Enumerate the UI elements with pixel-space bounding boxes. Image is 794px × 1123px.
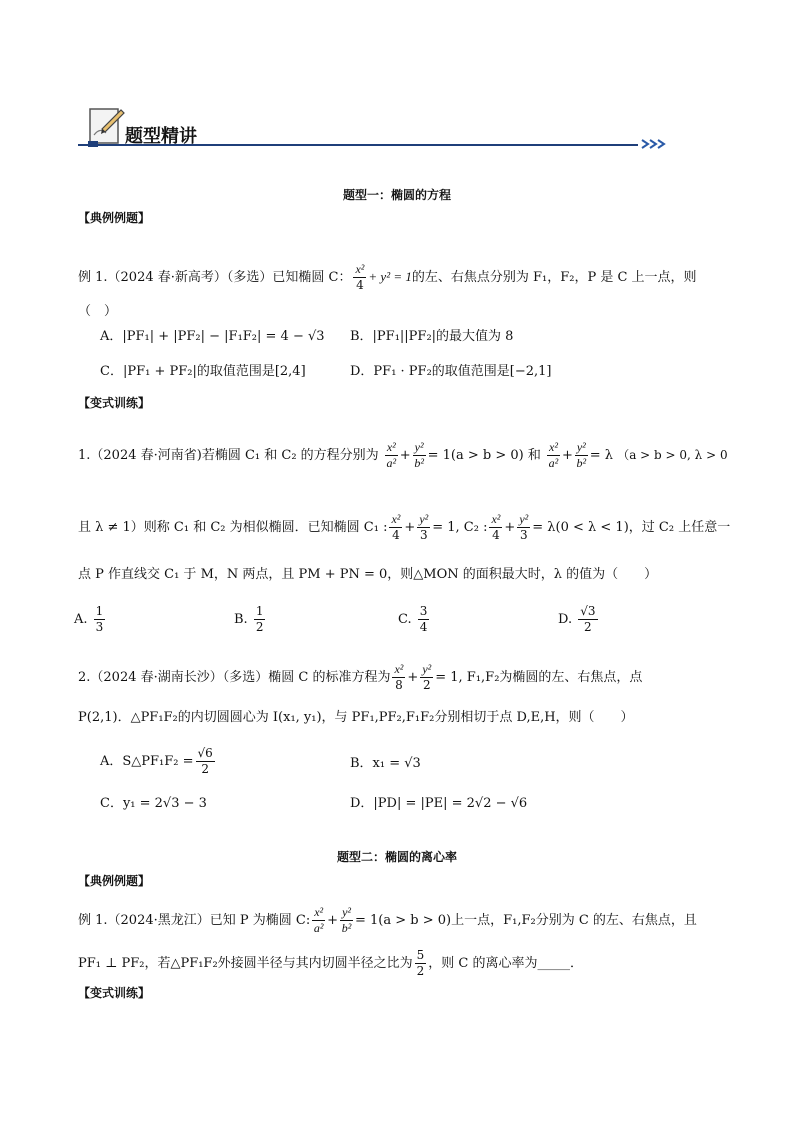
q1-option-d: D. $\frac{√3}{2}$ [558,604,596,634]
q1-line-1: 1.（2024 春·河南省)若椭圆 C₁ 和 C₂ 的方程分别为 $\frac{\text{x²}}{\text{a²}}$ + $\frac{\text{y²}}{\text{b²}}$ = 1(a > b > 0) 和 $\frac{\text{x²}}{\text{a²}}$ + $\frac{\text{y²}}{\text{b²}}$ = λ （a > b > 0, λ > 0 [78,440,728,470]
example-2-line-1: 例 1.（2024·黑龙江）已知 P 为椭圆 C: $\frac{\text{x²}}{\text{a²}}$ + $\frac{\text{y²}}{\text{b²}}$ = 1(a > b > 0)上一点，F₁,F₂分别为 C 的左、右焦点，且 [78,905,697,935]
notebook-pen-icon [88,105,126,147]
q2-option-d: D．|PD| = |PE| = 2√2 − √6 [350,796,528,811]
example-2-line-2: PF₁ ⊥ PF₂，若△PF₁F₂外接圆半径与其内切圆半径之比为 $\frac{5}{2}$ ，则 C 的离心率为_____． [78,948,584,978]
section-title-2: 题型二：椭圆的离心率 [336,850,457,864]
practice-heading-1: 【变式训练】 [78,396,151,410]
header-title: 题型精讲 [125,126,197,147]
section-title-1: 题型一：椭圆的方程 [342,188,451,202]
q2-option-b: B．x₁ = √3 [350,756,421,771]
practice-heading-2: 【变式训练】 [78,986,151,1000]
q1-option-a: A. $\frac{1}{3}$ [74,604,104,634]
example-1-paren: （ ） [78,304,118,319]
header-divider [78,144,638,146]
example-1-option-c: C．|PF₁ + PF₂|的取值范围是[2,4] [100,364,306,379]
q2-option-a: A．S△PF₁F₂ = $\frac{√6}{2}$ [100,746,213,776]
q2-line-1: 2.（2024 春·湖南长沙）（多选）椭圆 C 的标准方程为 $\frac{\text{x²}}{8}$ + $\frac{\text{y²}}{2}$ = 1, F₁,F₂为椭圆的左、右焦点，点 [78,662,643,692]
example-heading-1: 【典例例题】 [78,211,151,225]
example-heading-2: 【典例例题】 [78,874,151,888]
q1-option-c: C. $\frac{3}{4}$ [398,604,428,634]
double-arrow-icon [640,138,666,150]
q2-line-2: P(2,1)．△PF₁F₂的内切圆圆心为 I(x₁, y₁)，与 PF₁,PF₂,F₁F₂分别相切于点 D,E,H，则（ ） [78,710,634,725]
example-1-option-d: D．PF₁ · PF₂的取值范围是[−2,1] [350,364,552,379]
q1-line-3: 点 P 作直线交 C₁ 于 M，N 两点，且 PM + PN = 0，则△MON 的面积最大时，λ 的值为（ ） [78,567,658,582]
q1-option-b: B. $\frac{1}{2}$ [234,604,264,634]
example-1-option-b: B．|PF₁||PF₂|的最大值为 8 [350,329,514,344]
q2-option-c: C．y₁ = 2√3 − 3 [100,796,207,811]
example-1-line: 例 1.（2024 春·新高考）（多选）已知椭圆 C： $\frac{\text{x²}}{4}$ + y² = 1的左、右焦点分别为 F₁，F₂，P 是 C 上一点，则 [78,262,697,292]
q1-line-2: 且 λ ≠ 1）则称 C₁ 和 C₂ 为相似椭圆．已知椭圆 C₁ : $\frac{\text{x²}}{4}$ + $\frac{\text{y²}}{3}$ = 1, C₂ : $\frac{\text{x²}}{4}$ + $\frac{\text{y²}}{3}$ = λ(0 < λ < 1)，过 C₂ 上任意一 [78,512,731,542]
example-1-option-a: A．|PF₁| + |PF₂| − |F₁F₂| = 4 − √3 [100,329,325,344]
